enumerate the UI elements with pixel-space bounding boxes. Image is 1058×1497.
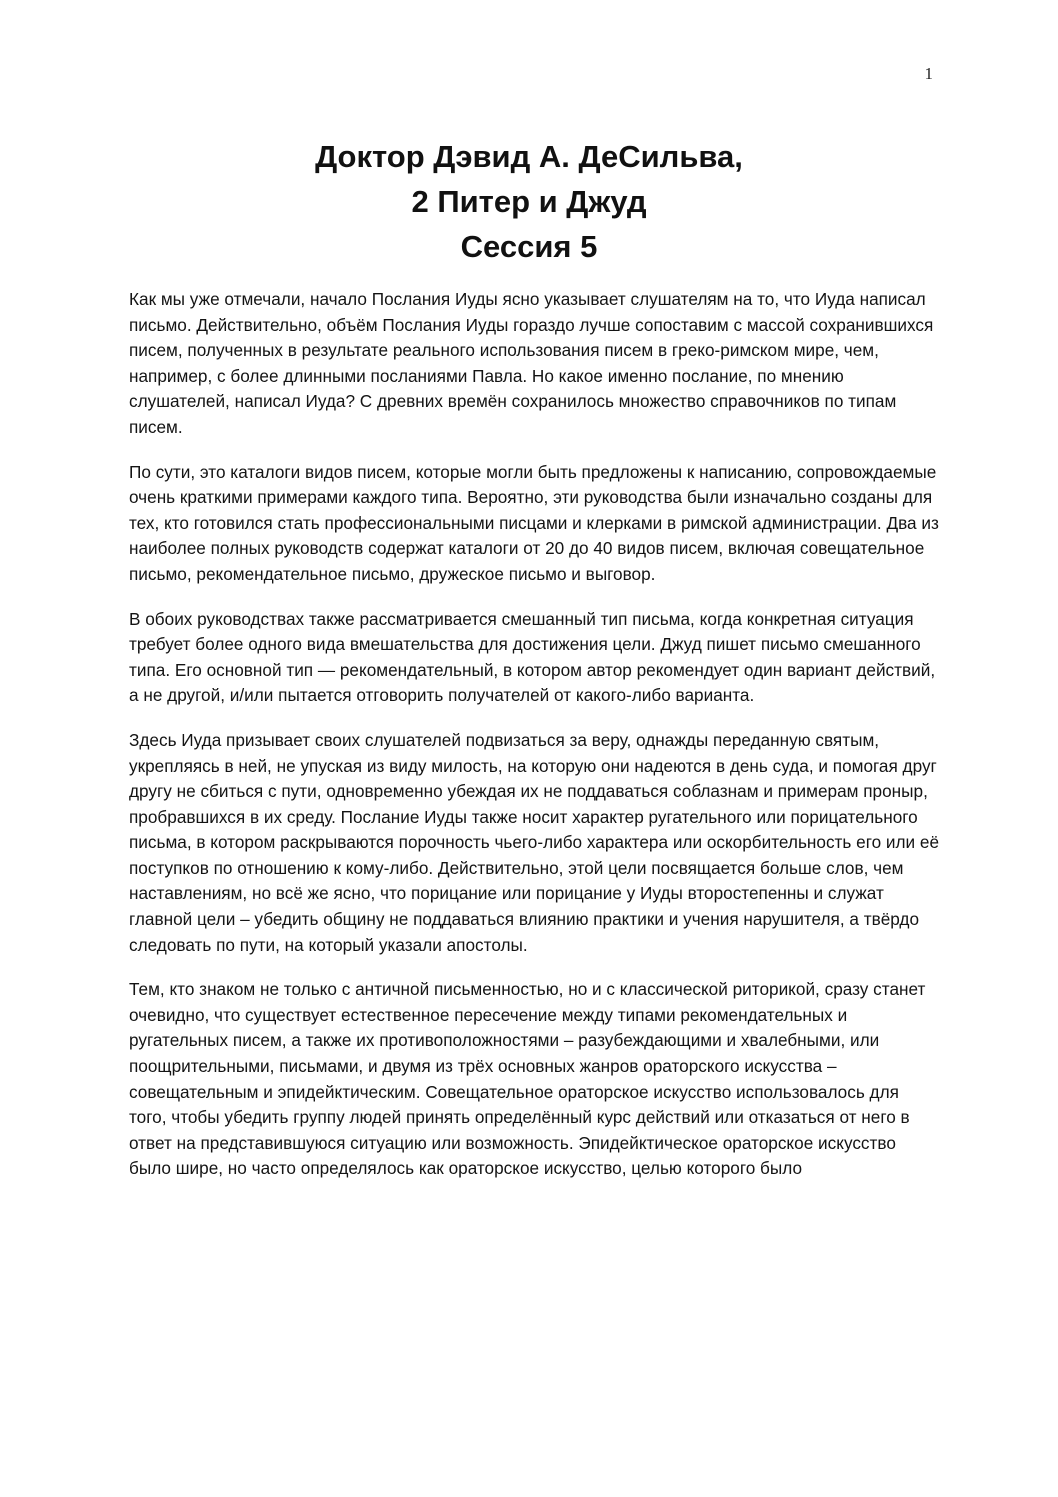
document-body xyxy=(129,287,941,1201)
paragraph-5: Тем, кто знаком не только с античной письменностью, но и с классической риторикой, сразу станет очевидно, что существует естественное пересечение между типами рекомендательных и ругательных писем, а также их противоположностями – разубеждающими и хвалебными, или поощрительными, письмами, и двумя из трёх основных жанров ораторского искусства – совещательным и эпидейктическим. Совещательное ораторское искусство использовалось для того, чтобы убедить группу людей принять определённый курс действий или отказаться от него в ответ на представившуюся ситуацию или возможность. Эпидейктическое ораторское искусство было шире, но часто определялось как ораторское искусство, целью которого было xyxy=(129,979,926,1179)
document-title xyxy=(0,134,1058,269)
title-subject-line: 2 Питер и Джуд xyxy=(411,184,647,219)
paragraph-3: В обоих руководствах также рассматривается смешанный тип письма, когда конкретная ситуация требует более одного вида вмешательства для достижения цели. Джуд пишет письмо смешанного типа. Его основной тип — рекомендательный, в котором автор рекомендует один вариант действий, а не другой, и/или пытается отговорить получателей от какого-либо варианта. xyxy=(129,608,936,706)
paragraph-1: Как мы уже отмечали, начало Послания Иуды ясно указывает слушателям на то, что Иуда написал письмо. Действительно, объём Послания Иуды гораздо лучше сопоставим с массой сохранившихся писем, полученных в результате реального использования писем в греко-римском мире, чем, например, с более длинными посланиями Павла. Но какое именно послание, по мнению слушателей, написал Иуда? С древних времён сохранилось множество справочников по типам писем. xyxy=(129,289,934,437)
title-session-line: Сессия 5 xyxy=(460,229,598,264)
paragraph-2: По сути, это каталоги видов писем, которые могли быть предложены к написанию, сопровождаемые очень краткими примерами каждого типа. Вероятно, эти руководства были изначально созданы для тех, кто готовился стать профессиональными писцами и клерками в римской администрации. Два из наиболее полных руководств содержат каталоги от 20 до 40 видов писем, включая совещательное письмо, рекомендательное письмо, дружеское письмо и выговор. xyxy=(129,461,939,584)
page-number: 1 xyxy=(924,64,933,83)
title-author-line: Доктор Дэвид А. ДеСильва, xyxy=(315,139,743,174)
paragraph-4: Здесь Иуда призывает своих слушателей подвизаться за веру, однажды переданную святым, укрепляясь в ней, не упуская из виду милость, на которую они надеются в день суда, и помогая друг другу не сбиться с пути, одновременно убеждая их не поддаваться соблазнам и примерам проныр, пробравшихся в их среду. Послание Иуды также носит характер ругательного или порицательного письма, в котором раскрываются порочность чьего-либо характера или оскорбительность его или её поступков по отношению к кому-либо. Действительно, этой цели посвящается больше слов, чем наставлениям, но всё же ясно, что порицание или порицание у Иуды второстепенны и служат главной цели – убедить общину не поддаваться влиянию практики и учения нарушителя, а твёрдо следовать по пути, на который указали апостолы. xyxy=(129,729,940,955)
